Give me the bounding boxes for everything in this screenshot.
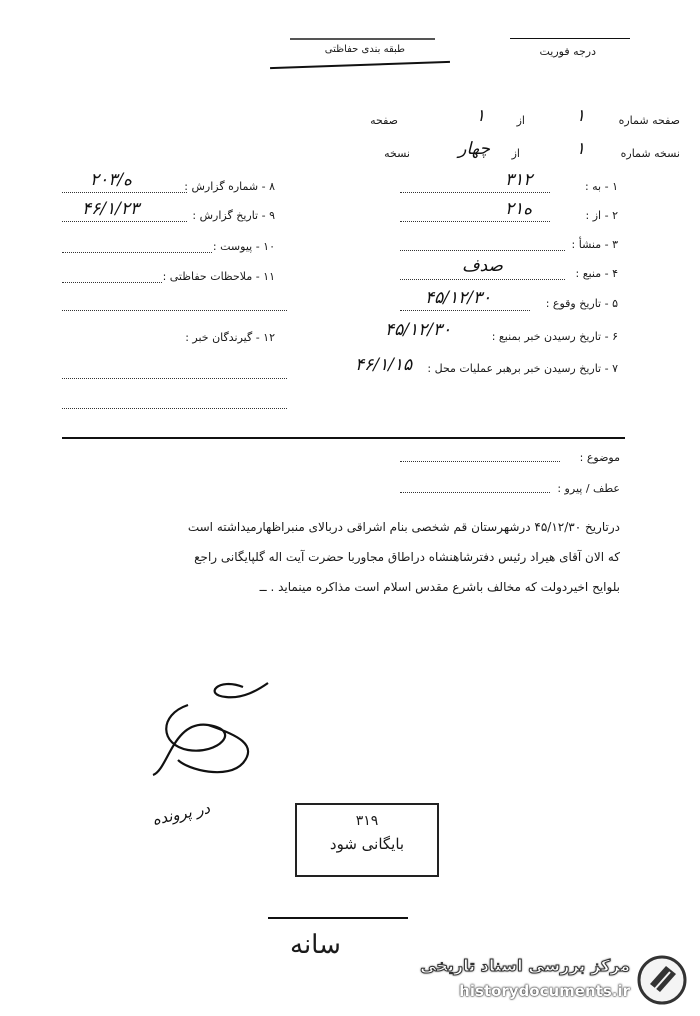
field-ops-received-label: ۷ - تاریخ رسیدن خبر برهبر عملیات محل : (427, 362, 618, 375)
field-origin-label: ۳ - منشأ : (571, 238, 618, 251)
priority-rule (510, 38, 630, 39)
watermark-logo-icon (636, 954, 688, 1006)
body-line-2: که اﻻن آقای هیراد رئیس دفترشاهنشاه دراطاق مجاوربا حضرت آیت اله گلپایگانی راجع (194, 550, 620, 564)
field-source-received-value: ۴۵/۱۲/۳۰ (385, 320, 452, 340)
stamp-number: ۳۱۹ (355, 813, 379, 829)
page-number-suffix: صفحه (370, 114, 398, 127)
stamp-label: بایگانی شود (329, 835, 405, 853)
classification-box (270, 20, 465, 54)
field-occurrence-date-value: ۴۵/۱۲/۳۰ (425, 288, 492, 308)
field-to-label: ۱ - به : (584, 180, 618, 193)
report-body (80, 512, 620, 602)
field-report-number-value: ۲۰۳/ه (90, 170, 133, 190)
field-report-date-label: ۹ - تاریخ گزارش : (192, 209, 275, 222)
field-source-value: صدف (462, 256, 503, 276)
field-recipients-dots-1 (62, 378, 287, 379)
copy-number-total: چهار (458, 139, 490, 159)
field-security-notes-dots-2 (62, 310, 287, 311)
page-number-label: صفحه شماره (618, 114, 680, 127)
field-attachment-label: ۱۰ - پیوست : (212, 240, 275, 253)
field-attachment-dots (62, 252, 212, 253)
page-number-from: از (516, 114, 525, 127)
section-divider (62, 437, 625, 439)
reference-label: عطف / پیرو : (557, 482, 620, 495)
handwritten-annotation: در پرونده (150, 799, 212, 829)
copy-number-suffix: نسخه (384, 147, 410, 160)
field-origin-dots (400, 250, 565, 251)
classification-top-rule (290, 38, 435, 40)
field-report-number-dots (62, 192, 187, 193)
copy-number-from: از (511, 147, 520, 160)
page-number-line (350, 106, 680, 132)
field-recipients-dots-2 (62, 408, 287, 409)
priority-label: درجه فوریت (539, 45, 596, 58)
reference-dots (400, 492, 550, 493)
watermark-url: historydocuments.ir (459, 982, 630, 1000)
copy-number-value: ۱ (575, 139, 585, 159)
archive-stamp (295, 803, 439, 877)
subject-dots (400, 461, 560, 462)
field-from-value: ۲۱ه (505, 199, 533, 219)
field-occurrence-date-label: ۵ - تاریخ وقوع : (545, 297, 618, 310)
watermark-title: مرکز بررسی اسناد تاریخی (420, 956, 630, 975)
field-to-dots (400, 192, 550, 193)
field-source-dots (400, 279, 565, 280)
field-ops-received-value: ۴۶/۱/۱۵ (355, 355, 413, 375)
field-recipients-label: ۱۲ - گیرندگان خبر : (185, 331, 275, 344)
body-line-1: درتاریخ ۴۵/۱۲/۳۰ درشهرستان قم شخصی بنام اشراقی درباﻻی منبراظهارمیداشته است (187, 520, 620, 534)
classification-underline (270, 61, 450, 69)
field-from-label: ۲ - از : (585, 209, 618, 222)
field-to-value: ۳۱۲ (505, 170, 533, 190)
footer-top-rule (268, 917, 408, 919)
field-source-received-label: ۶ - تاریخ رسیدن خبر بمنبع : (491, 330, 618, 343)
body-line-3: بلوایح اخیردولت که مخالف باشرع مقدس اسلام است مذاکره مینماید . ــ (259, 580, 620, 594)
classification-label: طبقه بندی حفاظتی (324, 44, 405, 55)
field-report-date-value: ۴۶/۱/۲۳ (82, 199, 140, 219)
subject-label: موضوع : (579, 451, 620, 464)
field-security-notes-label: ۱۱ - ملاحظات حفاظتی : (162, 270, 275, 283)
signature-scribble (148, 675, 288, 785)
field-report-number-label: ۸ - شماره گزارش : (184, 180, 275, 193)
field-source-label: ۴ - منبع : (575, 267, 618, 280)
field-report-date-dots (62, 221, 187, 222)
page-number-value: ۱ (575, 106, 585, 126)
field-from-dots (400, 221, 550, 222)
copy-number-line (350, 139, 680, 165)
copy-number-label: نسخه شماره (620, 147, 680, 160)
watermark (418, 950, 688, 1010)
page-number-total: ۱ (475, 106, 485, 126)
footer-stamp: سانه (290, 930, 341, 960)
field-occurrence-date-dots (400, 310, 530, 311)
field-security-notes-dots (62, 282, 162, 283)
